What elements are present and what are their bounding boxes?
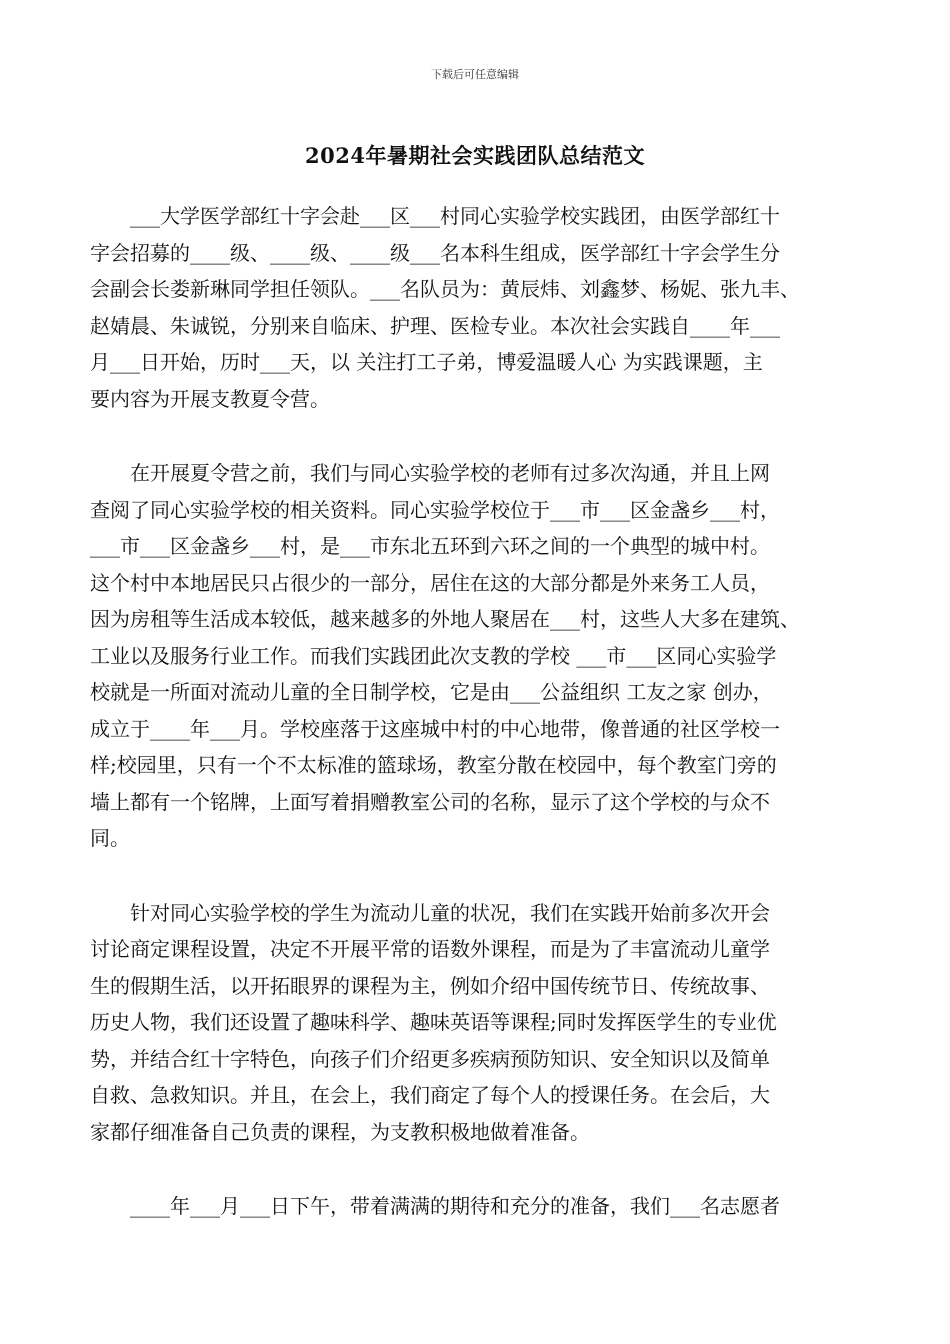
paragraph-line: 在开展夏令营之前，我们与同心实验学校的老师有过多次沟通，并且上网 [90, 461, 770, 485]
paragraph-line: 针对同心实验学校的学生为流动儿童的状况，我们在实践开始前多次开会 [90, 900, 770, 925]
paragraph-line: 成立于____年___月。学校座落于这座城中村的中心地带，像普通的社区学校一 [90, 716, 780, 741]
paragraph-1 [90, 198, 865, 417]
paragraph-line: 历史人物，我们还设置了趣味科学、趣味英语等课程;同时发挥医学生的专业优 [90, 1010, 777, 1034]
paragraph-line: 月___日开始，历时___天，以 关注打工子弟，博爱温暖人心 为实践课题，主 [90, 350, 763, 374]
paragraph-line: 势，并结合红十字特色，向孩子们介绍更多疾病预防知识、安全知识以及简单 [90, 1046, 770, 1071]
paragraph-line: 赵婧晨、朱诚锐，分别来自临床、护理、医检专业。本次社会实践自____年___ [90, 313, 780, 338]
paragraph-line: 讨论商定课程设置，决定不开展平常的语数外课程，而是为了丰富流动儿童学 [90, 937, 770, 961]
paragraph-line: 要内容为开展支教夏令营。 [90, 386, 330, 411]
paragraph-2 [90, 455, 865, 857]
page-header-note: 下载后可任意编辑 [431, 68, 519, 81]
paragraph-line: 这个村中本地居民只占很少的一部分，居住在这的大部分都是外来务工人员， [90, 570, 770, 595]
document-title: 2024年暑期社会实践团队总结范文 [305, 143, 645, 168]
paragraph-line: ___市___区金盏乡___村，是___市东北五环到六环之间的一个典型的城中村。 [90, 534, 770, 558]
paragraph-line: 家都仔细准备自己负责的课程，为支教积极地做着准备。 [90, 1119, 590, 1144]
paragraph-line: 样;校园里，只有一个不太标准的篮球场，教室分散在校园中，每个教室门旁的 [90, 753, 777, 777]
paragraph-line: 生的假期生活，以开拓眼界的课程为主，例如介绍中国传统节日、传统故事、 [90, 973, 770, 998]
paragraph-line: 同。 [90, 826, 130, 850]
paragraph-line: 查阅了同心实验学校的相关资料。同心实验学校位于___市___区金盏乡___村， [90, 497, 780, 522]
paragraph-line: 因为房租等生活成本较低，越来越多的外地人聚居在___村，这些人大多在建筑、 [90, 607, 800, 631]
paragraph-3 [90, 895, 865, 1151]
paragraph-line: ___大学医学部红十字会赴___区___村同心实验学校实践团，由医学部红十 [90, 204, 780, 228]
paragraph-line: 字会招募的____级、____级、____级___名本科生组成，医学部红十字会学生分 [90, 240, 780, 265]
paragraph-line: 工业以及服务行业工作。而我们实践团此次支教的学校 ___市___区同心实验学 [90, 643, 777, 668]
paragraph-line: 自救、急救知识。并且，在会上，我们商定了每个人的授课任务。在会后，大 [90, 1083, 770, 1107]
paragraph-line: 校就是一所面对流动儿童的全日制学校，它是由___公益组织 工友之家 创办， [90, 680, 773, 704]
paragraph-line: 墙上都有一个铭牌，上面写着捐赠教室公司的名称，显示了这个学校的与众不 [90, 789, 770, 814]
paragraph-line: ____年___月___日下午，带着满满的期待和充分的准备，我们___名志愿者 [90, 1194, 780, 1218]
paragraph-line: 会副会长娄新琳同学担任领队。___名队员为：黄辰炜、刘鑫梦、杨妮、张九丰、 [90, 277, 800, 301]
paragraph-4 [90, 1188, 865, 1225]
document-body [90, 198, 865, 1263]
